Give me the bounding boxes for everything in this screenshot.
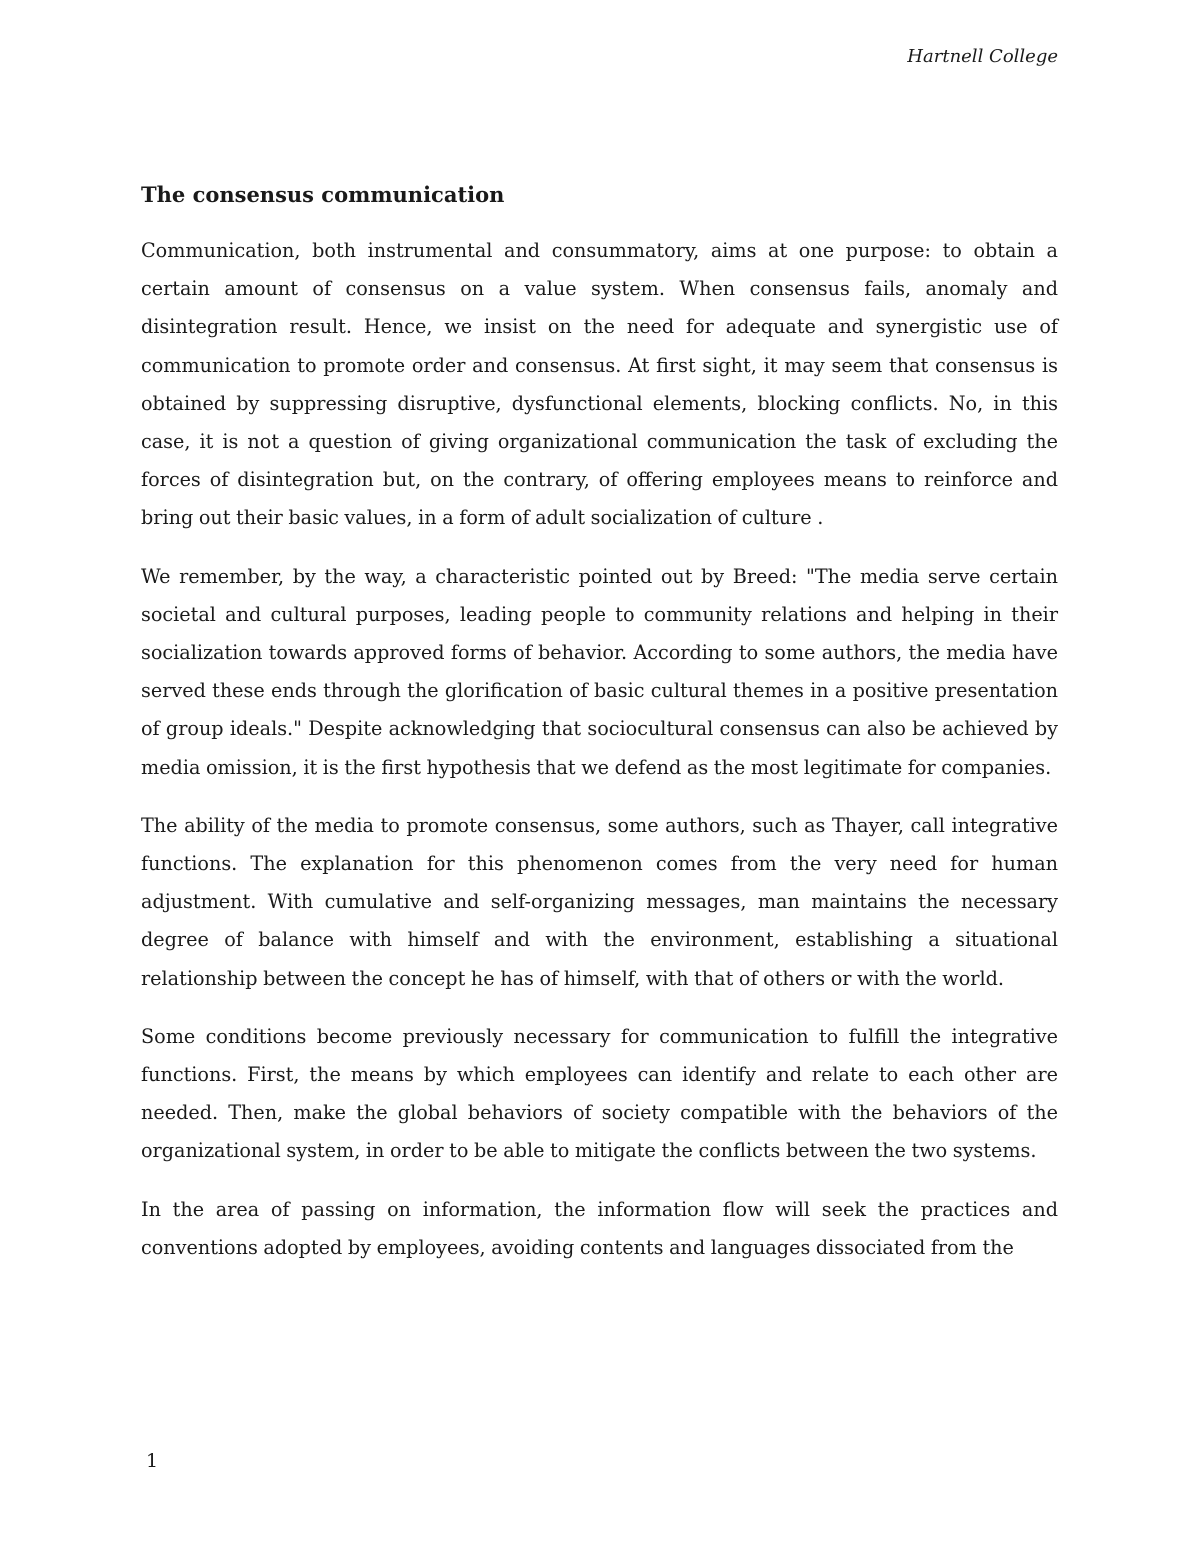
paragraph-4: Some conditions become previously necessary for communication to fulfill the integrative functions. First, the means by which employees can identify and relate to each other are needed. Then, make the global behaviors of society compatible with the behaviors of the organizational system, in order to be able to mitigate the conflicts between the two systems. xyxy=(141,1024,1058,1163)
document-title: The consensus communication xyxy=(141,182,505,207)
document-body xyxy=(141,180,1058,1287)
paragraph-5: In the area of passing on information, the information flow will seek the practices and conventions adopted by employees, avoiding contents and languages dissociated from the xyxy=(141,1197,1058,1259)
header-institution: Hartnell College xyxy=(907,46,1058,67)
paragraph-1: Communication, both instrumental and consummatory, aims at one purpose: to obtain a certain amount of consensus on a value system. When consensus fails, anomaly and disintegration result. Hence, we insist on the need for adequate and synergistic use of communication to promote order and consensus. At first sight, it may seem that consensus is obtained by suppressing disruptive, dysfunctional elements, blocking conflicts. No, in this case, it is not a question of giving organizational communication the task of excluding the forces of disintegration but, on the contrary, of offering employees means to reinforce and bring out their basic values, in a form of adult socialization of culture . xyxy=(141,239,1058,530)
page-number: 1 xyxy=(146,1450,159,1472)
paragraph-2: We remember, by the way, a characteristic pointed out by Breed: "The media serve certain societal and cultural purposes, leading people to community relations and helping in their socialization towards approved forms of behavior. According to some authors, the media have served these ends through the glorification of basic cultural themes in a positive presentation of group ideals." Despite acknowledging that sociocultural consensus can also be achieved by media omission, it is the first hypothesis that we defend as the most legitimate for companies. xyxy=(141,564,1058,779)
paragraph-3: The ability of the media to promote consensus, some authors, such as Thayer, call integrative functions. The explanation for this phenomenon comes from the very need for human adjustment. With cumulative and self-organizing messages, man maintains the necessary degree of balance with himself and with the environment, establishing a situational relationship between the concept he has of himself, with that of others or with the world. xyxy=(141,813,1058,990)
